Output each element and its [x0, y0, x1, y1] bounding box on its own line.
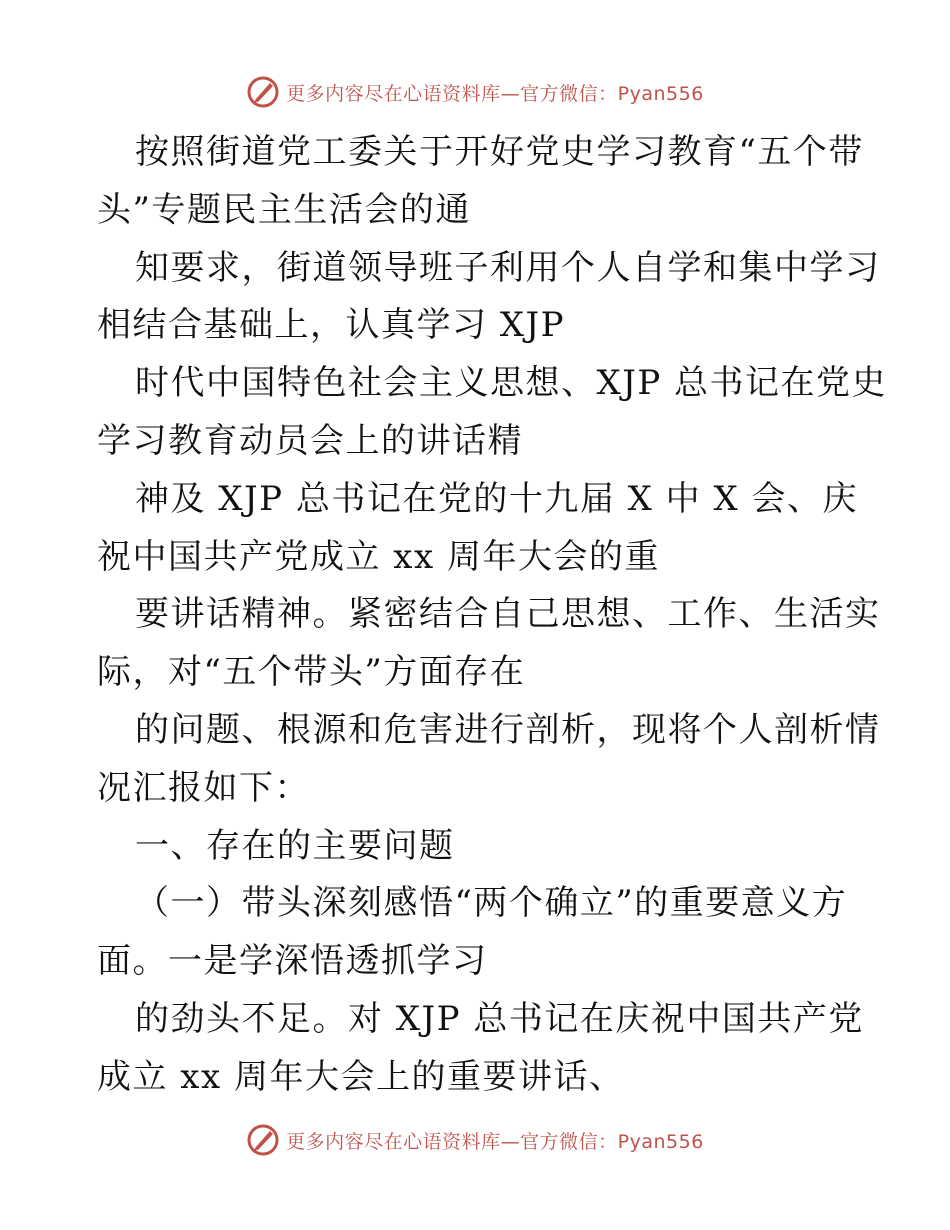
text-line: 神及 XJP 总书记在党的十九届 X 中 X 会、庆: [135, 478, 858, 519]
quill-pen-logo-icon: [246, 75, 280, 109]
footer-watermark: [0, 1120, 950, 1160]
text-line: 面。一是学深悟透抓学习: [97, 941, 488, 982]
text-line: 学习教育动员会上的讲话精: [97, 420, 523, 461]
text-line: 成立 xx 周年大会上的重要讲话、: [97, 1056, 625, 1097]
header-watermark: [0, 72, 950, 112]
text-line: 按照街道党工委关于开好党史学习教育“五个带: [135, 132, 864, 172]
text-line: （一）带头深刻感悟“两个确立”的重要意义方: [135, 883, 848, 924]
text-line: 时代中国特色社会主义思想、XJP 总书记在党史: [135, 363, 888, 404]
text-line: 相结合基础上，认真学习 XJP: [97, 305, 566, 346]
quill-pen-logo-icon: [246, 1123, 280, 1157]
text-line: 的劲头不足。对 XJP 总书记在庆祝中国共产党: [135, 998, 864, 1039]
text-line: 一、存在的主要问题: [135, 825, 455, 866]
watermark-text: 更多内容尽在心语资料库—官方微信：Pyan556: [286, 82, 704, 105]
text-line: 况汇报如下：: [97, 767, 310, 808]
text-line: 要讲话精神。紧密结合自己思想、工作、生活实: [135, 594, 881, 635]
document-body: [97, 124, 888, 1107]
text-line: 的问题、根源和危害进行剖析，现将个人剖析情: [135, 709, 881, 750]
text-line: 祝中国共产党成立 xx 周年大会的重: [97, 536, 660, 577]
text-line: 头”专题民主生活会的通: [97, 189, 471, 230]
watermark-text: 更多内容尽在心语资料库—官方微信：Pyan556: [286, 1130, 704, 1153]
text-line: 际，对“五个带头”方面存在: [97, 652, 526, 693]
text-line: 知要求，街道领导班子利用个人自学和集中学习: [135, 247, 881, 288]
